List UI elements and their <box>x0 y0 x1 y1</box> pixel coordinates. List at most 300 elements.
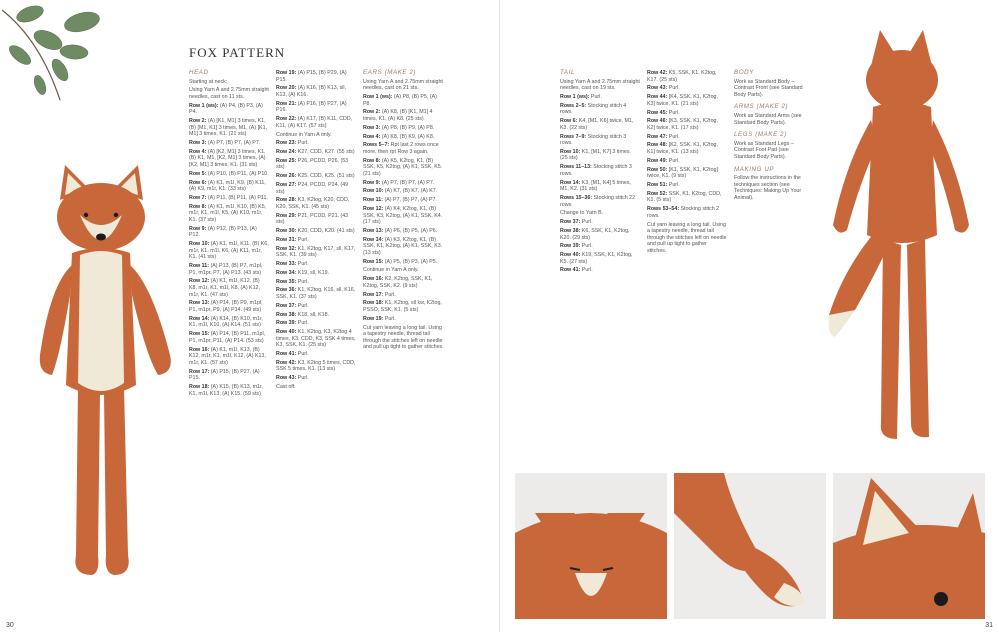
instruction-line <box>647 85 727 92</box>
row-label: Row 43: <box>276 375 297 382</box>
instruction-text: Cut yarn leaving a long tail. Using a tapestry needle, thread tail through the stitches left on needle and pull up tight to gather stitches. <box>363 324 444 351</box>
row-label: Row 3: <box>363 124 381 131</box>
row-label: Row 14: <box>363 236 384 243</box>
row-label: Row 2: <box>189 118 207 125</box>
instruction-line <box>363 109 445 122</box>
instruction-line <box>189 384 269 397</box>
instruction-line <box>363 237 445 257</box>
instruction-line <box>276 384 356 391</box>
row-label: Row 37: <box>560 219 581 226</box>
row-label: Row 46: <box>647 118 668 125</box>
instruction-text: Continue in Yarn A only. <box>276 131 332 138</box>
row-label: Row 26: <box>276 173 297 180</box>
ears-instructions-column <box>363 70 445 353</box>
instruction-text: K3, K2tog 5 times, CDD, SSK 5 times, K1. (13 sts) <box>276 359 356 373</box>
row-label: Row 21: <box>276 100 297 107</box>
row-label: Row 15: <box>363 258 384 265</box>
section-text: Work as Standard Legs – Contrast Foot Pad (see Standard Body Parts). <box>734 140 794 160</box>
row-label: Row 41: <box>560 267 581 274</box>
instruction-line <box>276 228 356 235</box>
instruction-text: (A) [K1, M1] 3 times, K1, (B) [M1, K1] 3 times, M1, (A) [K1, M1] 3 times, K1. (21 sts) <box>189 118 267 138</box>
instruction-line <box>189 300 269 313</box>
instruction-line <box>189 263 269 276</box>
instruction-text: (A) P7, (B) P7, (A) P7. <box>380 179 435 186</box>
row-label: Row 43: <box>647 85 668 92</box>
row-label: Rows 11–13: <box>560 164 592 171</box>
row-label: Row 9: <box>363 179 381 186</box>
row-label: Row 52: <box>647 190 668 197</box>
instruction-line <box>276 140 356 147</box>
instruction-line <box>189 79 269 86</box>
instruction-line <box>363 94 445 107</box>
row-label: Row 7: <box>189 195 207 201</box>
instruction-text: Purl. <box>296 320 309 327</box>
instruction-line <box>276 173 356 180</box>
instruction-line <box>363 158 445 178</box>
row-label: Row 19: <box>276 70 297 76</box>
instruction-line <box>647 118 727 131</box>
instruction-text: Purl. <box>580 267 593 274</box>
instruction-line <box>276 287 356 300</box>
row-label: Row 31: <box>276 236 297 243</box>
instruction-text: K27, CDD, K27. (55 sts) <box>296 149 355 156</box>
row-label: Row 33: <box>276 261 297 268</box>
instruction-text: K18, sll, K18. <box>296 311 329 318</box>
instruction-text: (A) K1, m1l, K10, (B) K5, m1r, K1, m1l, K5, (A) K10, m1r, K1. (37 sts) <box>189 203 267 223</box>
instruction-line <box>363 188 445 195</box>
instruction-text: Purl. <box>296 261 309 268</box>
row-label: Row 22: <box>276 116 297 123</box>
section-text: Work as Standard Body – Contrast Front (see Standard Body Parts). <box>734 78 803 98</box>
instruction-text: Purl. <box>296 375 309 382</box>
instruction-line <box>363 292 445 299</box>
instruction-line <box>189 171 269 178</box>
instruction-line <box>560 243 640 250</box>
row-label: Row 24: <box>276 149 297 156</box>
instruction-text: (A) K16, (B) K13, sll, K13, (A) K16. <box>276 85 347 98</box>
row-label: Rows 2–5: <box>560 102 587 109</box>
row-label: Row 8: <box>363 157 381 164</box>
row-label: Rows 7–9: <box>560 133 587 140</box>
row-label: Row 36: <box>276 287 297 294</box>
instruction-text: (A) K5, K2tog, K1, (B) SSK, K5, K2tog, (A) K1, SSK, K5. (21 sts) <box>363 157 443 177</box>
instruction-text: Stocking stitch 22 rows. <box>560 195 636 208</box>
instruction-line <box>276 149 356 156</box>
instruction-text: Cut yarn leaving a long tail. Using a tapestry needle, thread tail through the stitches left on needle and pull up tight to gather stitches. <box>647 221 727 254</box>
row-label: Row 11: <box>189 263 210 270</box>
instruction-text: Stocking stitch 3 rows. <box>560 133 627 147</box>
instruction-line <box>276 312 356 319</box>
row-label: Row 11: <box>363 197 384 204</box>
instruction-line <box>276 132 356 139</box>
row-label: Row 18: <box>363 300 384 307</box>
instruction-text: (A) P15, (B) P27, (A) P15. <box>189 368 260 382</box>
section-heading: ARMS (MAKE 2) <box>734 103 789 111</box>
instruction-text: Purl. <box>383 315 396 322</box>
row-label: Row 49: <box>647 157 668 164</box>
instruction-text: P24, PCDD, P24. (49 sts) <box>276 182 349 195</box>
row-label: Row 13: <box>189 300 210 307</box>
instruction-line <box>647 142 727 155</box>
row-label: Row 3: <box>189 140 207 147</box>
row-label: Row 25: <box>276 157 297 164</box>
instruction-line <box>647 94 727 107</box>
instruction-text: Purl. <box>580 243 593 250</box>
row-label: Row 41: <box>276 351 297 358</box>
instruction-text: Purl. <box>580 219 593 226</box>
instruction-line <box>363 276 445 289</box>
instruction-line <box>189 87 269 100</box>
instruction-text: Using Yarn A and 2.75mm straight needles, cast on 11 sts. <box>189 87 269 100</box>
instruction-line <box>647 70 727 83</box>
left-page <box>0 0 499 632</box>
instruction-text: K4, [M1, K6] twice, M1, K3. (22 sts) <box>560 118 634 131</box>
instruction-text: Change to Yarn B. <box>560 210 604 217</box>
instruction-line <box>276 237 356 244</box>
instruction-line <box>560 134 640 147</box>
instruction-line <box>276 351 356 358</box>
instruction-text: (A) K1, m1l, K12, (B) K8, m1r, K1, m1l, K8, (A) K12, m1r, K1. (47 sts) <box>189 278 260 298</box>
row-label: Row 38: <box>560 227 581 234</box>
instruction-text: (A) K8, (B) [K1, M1] 4 times, K1, (A) K8. (25 sts) <box>363 109 433 122</box>
instruction-text: Purl. <box>383 291 396 298</box>
instruction-text: Purl. <box>667 133 680 140</box>
instruction-text: (A) P11, (B) P11, (A) P11. <box>206 195 268 201</box>
fox-toy-front-photo <box>20 155 185 585</box>
row-label: Row 29: <box>276 212 297 219</box>
instruction-text: (A) P7, (B) P7, (A) P7. <box>206 140 261 147</box>
instruction-line <box>276 158 356 171</box>
row-label: Row 1 (ws): <box>189 102 219 109</box>
instruction-text: [K3, SSK, K1, K2tog, K2] twice, K1. (17 sts) <box>647 118 718 131</box>
instruction-line <box>560 252 640 265</box>
head-instructions-column <box>189 70 269 399</box>
instruction-line <box>560 210 640 217</box>
row-label: Row 42: <box>276 359 297 366</box>
instruction-line <box>189 241 269 261</box>
instruction-line <box>363 197 445 204</box>
instruction-text: (A) P16, (B) P27, (A) P16. <box>276 100 347 114</box>
row-label: Row 6: <box>560 118 578 125</box>
row-label: Rows 15–36: <box>560 195 593 201</box>
instruction-text: Purl. <box>667 85 680 92</box>
instruction-line <box>189 118 269 138</box>
page-number-left: 30 <box>6 622 14 629</box>
row-label: Row 39: <box>560 243 581 250</box>
instruction-line <box>189 140 269 147</box>
instruction-text: Purl. <box>296 236 309 243</box>
instruction-line <box>189 103 269 116</box>
instruction-text: P26, PCDD, P26. (53 sts) <box>276 157 349 171</box>
instruction-text: K19, sll, K19. <box>296 269 329 276</box>
instruction-line <box>647 182 727 189</box>
instruction-text: Purl. <box>296 278 309 285</box>
instruction-line <box>276 101 356 114</box>
instruction-line <box>276 303 356 310</box>
instruction-line <box>276 320 356 327</box>
instruction-text: K1, K2tog, K3, K2tog 4 times, K3, CDD, K3, SSK 4 times, K3, SSK, K1. (25 sts) <box>276 329 356 349</box>
row-label: Row 1 (ws): <box>363 93 393 100</box>
row-label: Row 12: <box>189 278 210 285</box>
instruction-text: (A) P6, (B) P5, (A) P6. <box>383 227 438 234</box>
row-label: Row 28: <box>276 197 297 204</box>
row-label: Row 40: <box>560 252 581 259</box>
instruction-line <box>560 149 640 162</box>
row-label: Row 6: <box>189 179 207 186</box>
row-label: Row 35: <box>276 278 297 285</box>
instruction-line <box>560 79 640 92</box>
instruction-text: Purl. <box>667 157 680 164</box>
instruction-text: (A) P12, (B) P13, (A) P12. <box>189 225 257 239</box>
instruction-text: P21, PCDD, P21. (43 sts) <box>276 212 349 226</box>
row-label: Row 10: <box>189 241 210 248</box>
row-label: Row 17: <box>189 368 210 375</box>
row-label: Row 44: <box>647 94 668 101</box>
row-label: Row 1 (ws): <box>560 93 590 100</box>
instruction-line <box>189 204 269 224</box>
instruction-text: Using Yarn A and 2.75mm straight needles, cast on 21 sts. <box>363 78 443 92</box>
row-label: Row 14: <box>189 315 210 322</box>
instruction-text: (A) P13, (B) P7, m1pl, P1, m1pr, P7, (A) P13. (43 sts) <box>189 263 263 276</box>
page-title: FOX PATTERN <box>189 45 286 60</box>
instruction-text: (A) P8, (B) P9, (A) P8. <box>380 124 435 131</box>
instruction-text: K19, SSK, K1, K2tog, K5. (27 sts) <box>560 252 633 265</box>
instruction-line <box>560 228 640 241</box>
head-instructions-column-continued <box>276 70 356 393</box>
leaf-decoration <box>0 0 120 120</box>
instruction-line <box>189 369 269 382</box>
instruction-text: Purl. <box>296 302 309 309</box>
instruction-text: (A) P14, (B) P9, m1pl, P1, m1pr, P9, (A) P14. (49 sts) <box>189 300 263 314</box>
instruction-text: (A) P10, (B) P11, (A) P10. <box>206 170 269 177</box>
row-label: Row 37: <box>276 302 297 309</box>
row-label: Row 20: <box>276 85 297 92</box>
instruction-text: K3, [M1, K4] 5 times, M1, K2. (31 sts) <box>560 179 631 193</box>
row-label: Row 9: <box>189 225 207 232</box>
instruction-text: (A) K3, K2tog, K1, (B) SSK, K1, K2tog, (A) K1, SSK, K3. (13 sts) <box>363 236 443 256</box>
row-label: Row 38: <box>276 311 297 318</box>
instruction-line <box>647 206 727 219</box>
instruction-text: K25, CDD, K25. (51 sts) <box>296 173 355 180</box>
instruction-line <box>363 259 445 266</box>
instruction-line <box>276 182 356 195</box>
fox-ear-eye-closeup-photo <box>833 473 985 619</box>
instruction-line <box>276 270 356 277</box>
instruction-line <box>276 329 356 349</box>
section-text: Follow the instructions in the techniques section (see Techniques: Making Up Your Animal). <box>734 175 802 201</box>
instruction-line <box>276 70 356 83</box>
instruction-text: Stocking stitch 2 rows. <box>647 206 720 219</box>
row-label: Row 16: <box>363 276 384 283</box>
fox-tail-closeup-photo <box>674 473 826 619</box>
row-label: Row 32: <box>276 245 297 252</box>
instruction-line <box>189 226 269 239</box>
row-label: Row 8: <box>189 203 207 210</box>
instruction-line <box>363 228 445 235</box>
instruction-line <box>189 180 269 193</box>
instruction-text: K1, K2tog, sll kw, K2tog, PSSO, SSK, K1. (5 sts) <box>363 300 442 313</box>
instruction-line <box>363 206 445 226</box>
row-label: Row 50: <box>647 166 668 173</box>
instruction-text: Purl. <box>589 93 602 100</box>
instruction-text: (A) P8, (B) P5, (A) P8. <box>363 93 437 107</box>
instruction-line <box>276 261 356 268</box>
instruction-line <box>276 85 356 98</box>
instruction-line <box>560 164 640 177</box>
instruction-line <box>647 110 727 117</box>
instruction-text: Using Yarn A and 2.75mm straight needles, cast on 19 sts. <box>560 78 640 92</box>
instruction-line <box>189 195 269 202</box>
instruction-text: K3, K2tog, K20, CDD, K20, SSK, K1. (45 sts) <box>276 197 350 210</box>
instruction-text: Purl. <box>667 109 680 116</box>
instruction-text: Purl. <box>296 140 309 147</box>
instruction-line <box>276 213 356 226</box>
fox-toy-back-photo <box>825 25 975 445</box>
instruction-line <box>276 116 356 129</box>
instruction-text: (A) K1, m1l, K11, (B) K6, m1r, K1, m1l, K6, (A) K11, m1r, K1. (41 sts) <box>189 241 269 261</box>
instruction-text: (A) P4, (B) P3, (A) P4. <box>189 102 263 116</box>
instruction-line <box>647 158 727 165</box>
row-label: Row 17: <box>363 291 384 298</box>
section-heading: EARS (MAKE 2) <box>363 69 417 76</box>
instruction-line <box>276 197 356 210</box>
instruction-line <box>363 180 445 187</box>
instruction-line <box>276 360 356 373</box>
row-label: Row 2: <box>363 109 381 116</box>
instruction-text: K6, SSK, K1, K2tog, K20. (29 sts) <box>560 227 630 241</box>
row-label: Row 15: <box>189 331 210 338</box>
instruction-text: [K2, SSK, K1, K2tog, K1] twice, K1. (13 sts) <box>647 142 718 156</box>
instruction-line <box>560 267 640 274</box>
instruction-text: [K4, SSK, K1, K2tog, K3] twice, K1. (21 sts) <box>647 94 718 107</box>
tail-instructions-column <box>560 70 640 276</box>
right-page <box>500 0 999 632</box>
section-heading: HEAD <box>189 69 209 76</box>
row-label: Row 40: <box>276 329 297 336</box>
instruction-text: Continue in Yarn A only. <box>363 267 419 274</box>
instruction-text: (A) K4, K2tog, K1, (B) SSK, K3, K2tog, (A) K1, SSK, K4. (17 sts) <box>363 205 443 226</box>
instruction-line <box>363 300 445 313</box>
instruction-text: (A) K8, (B) K9, (A) K8. <box>380 133 435 140</box>
instruction-line <box>189 149 269 169</box>
row-label: Row 13: <box>363 227 384 234</box>
row-label: Rows 5–7: <box>363 142 390 149</box>
row-label: Row 16: <box>189 346 210 353</box>
instruction-line <box>363 79 445 92</box>
instruction-line <box>560 103 640 116</box>
instruction-text: Starting at neck: <box>189 78 228 85</box>
instruction-text: Rpt last 2 rows once more, then rpt Row 3 again. <box>363 142 439 155</box>
instruction-text: Stocking stitch 3 rows. <box>560 164 632 177</box>
instruction-text: Stocking stitch 4 rows. <box>560 102 627 116</box>
row-label: Row 4: <box>363 133 381 140</box>
row-label: Row 5: <box>189 170 207 177</box>
instruction-text: (A) P14, (B) P11, m1pl, P1, m1pr, P11, (A) P14. (53 sts) <box>189 331 266 344</box>
row-label: Row 19: <box>363 315 384 322</box>
instruction-line <box>363 325 445 351</box>
row-label: Row 27: <box>276 182 297 188</box>
instruction-line <box>363 134 445 141</box>
instruction-line <box>276 246 356 259</box>
instruction-line <box>560 118 640 131</box>
instruction-text: K5, SSK, K1, K2tog, K17. (25 sts) <box>647 70 717 83</box>
instruction-line <box>560 219 640 226</box>
instruction-text: (A) K14, (B) K10, m1r, K1, m1l, K10, (A) K14. (51 sts) <box>189 315 263 329</box>
instruction-text: Cast off. <box>276 384 296 391</box>
instruction-line <box>647 222 727 255</box>
body-arms-legs-makingup-column <box>734 70 810 208</box>
instruction-line <box>647 191 727 204</box>
section-heading: MAKING UP <box>734 165 775 173</box>
instruction-line <box>189 331 269 344</box>
fox-face-closeup-photo <box>515 473 667 619</box>
section-heading: LEGS (MAKE 2) <box>734 131 787 139</box>
instruction-text: (A) P15, (B) P29, (A) P15. <box>276 70 347 83</box>
instruction-text: (A) K7, (B) K7, (A) K7. <box>383 188 438 195</box>
instruction-line <box>647 167 727 180</box>
section-text: Work as Standard Arms (see Standard Body Parts). <box>734 112 802 126</box>
instruction-text: Purl. <box>667 182 680 188</box>
row-label: Rows 53–54: <box>647 206 680 213</box>
row-label: Row 14: <box>560 179 581 186</box>
row-label: Row 18: <box>189 383 210 390</box>
instruction-text: (A) K1, m1l, K13, (B) K12, m1r, K1, m1l, K12, (A) K13, m1r, K1. (57 sts) <box>189 346 266 366</box>
instruction-line <box>189 347 269 367</box>
page-number-right: 31 <box>985 622 993 629</box>
instruction-text: K1, K2tog, K17, sll, K17, SSK, K1. (39 sts) <box>276 245 356 259</box>
row-label: Row 48: <box>647 142 668 149</box>
row-label: Row 4: <box>189 148 207 155</box>
instruction-text: K1, [M1, K7] 3 times. (25 sts) <box>560 148 631 162</box>
instruction-line <box>363 316 445 323</box>
instruction-line <box>276 375 356 382</box>
instruction-text: [K1, SSK, K1, K2tog] twice, K1. (9 sts) <box>647 166 718 180</box>
row-label: Row 45: <box>647 109 668 116</box>
instruction-line <box>189 316 269 329</box>
instruction-text: (A) [K2, M1] 3 times, K1, (B) K1, M1, [K2, M1] 3 times, (A) [K2, M1] 3 times, K1. (31 sts) <box>189 148 266 169</box>
instruction-text: SSK, K1, K2tog, CDD, K1. (5 sts) <box>647 190 722 204</box>
instruction-text: (A) K15, (B) K13, m1r, K1, m1l, K13, (A) K15. (59 sts) <box>189 383 263 397</box>
instruction-text: Purl. <box>296 351 309 358</box>
instruction-text: (A) K1, m1l, K9, (B) K11, (A) K9, m1r, K1. (33 sts) <box>189 179 266 193</box>
instruction-line <box>189 278 269 298</box>
instruction-text: K20, CDD, K20. (41 sts) <box>296 228 355 235</box>
instruction-line <box>560 180 640 193</box>
instruction-text: (A) P5, (B) P3, (A) P5. <box>383 258 438 265</box>
section-heading: BODY <box>734 69 754 76</box>
row-label: Row 23: <box>276 140 297 147</box>
instruction-text: (A) K17, (B) K11, CDD, K11, (A) K17. (57 sts) <box>276 116 353 129</box>
instruction-line <box>560 195 640 208</box>
row-label: Row 34: <box>276 269 297 276</box>
instruction-line <box>647 134 727 141</box>
instruction-text: K1, K2tog, K16, sll, K16, SSK, K1. (37 sts) <box>276 287 356 300</box>
tail-instructions-column-continued <box>647 70 727 257</box>
row-label: Row 42: <box>647 70 668 76</box>
row-label: Row 51: <box>647 182 668 188</box>
instruction-line <box>363 125 445 132</box>
row-label: Row 47: <box>647 133 668 140</box>
row-label: Row 12: <box>363 205 384 212</box>
instruction-line <box>363 142 445 155</box>
section-heading: TAIL <box>560 69 576 76</box>
instruction-line <box>363 267 445 274</box>
row-label: Row 39: <box>276 320 297 327</box>
row-label: Row 10: <box>560 148 581 155</box>
row-label: Row 30: <box>276 228 297 235</box>
row-label: Row 10: <box>363 188 384 195</box>
instruction-line <box>276 279 356 286</box>
